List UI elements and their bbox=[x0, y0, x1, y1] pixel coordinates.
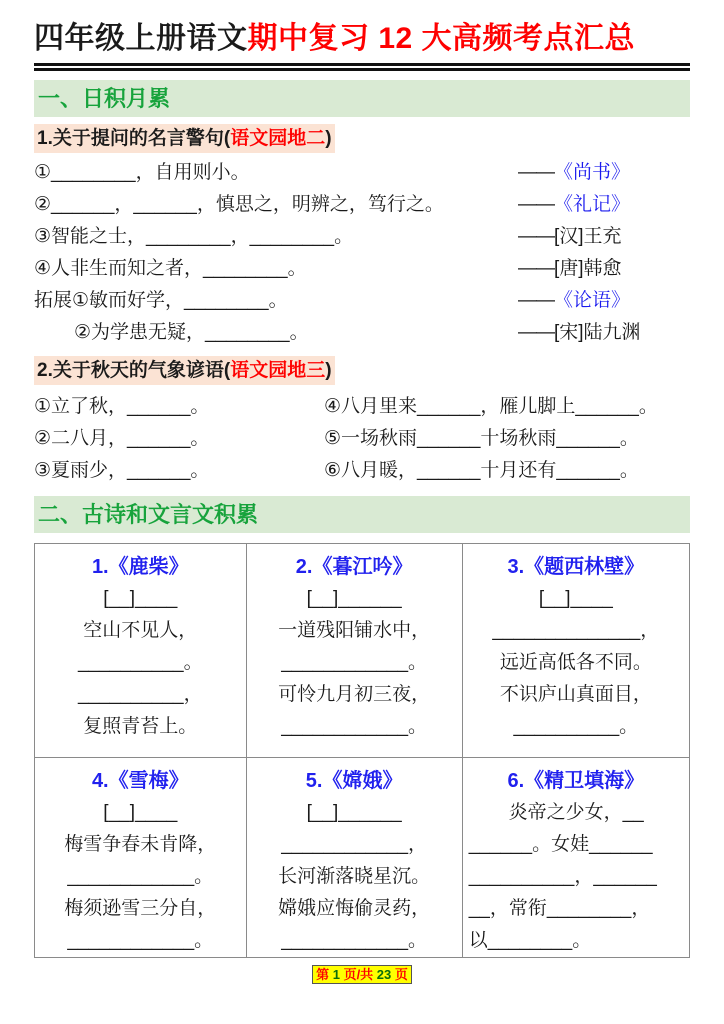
poem-lines bbox=[41, 797, 240, 957]
quote-source bbox=[518, 157, 690, 189]
poem-line: [__]____ bbox=[538, 588, 613, 609]
proverb-item: ⑤一场秋雨______十场秋雨______。 bbox=[324, 428, 639, 449]
quote-text: ①________，自用则小。 bbox=[34, 162, 250, 183]
source-name: 《论语》 bbox=[554, 290, 631, 311]
section-heading-1: 一、日积月累 bbox=[34, 80, 690, 117]
source-dash: —— bbox=[518, 290, 554, 311]
page-label-part: 页 bbox=[391, 967, 408, 982]
poem-title: 2.《暮江吟》 bbox=[295, 556, 413, 578]
page-title-black: 四年级上册语文 bbox=[34, 22, 248, 55]
quote-text: ④人非生而知之者，________。 bbox=[34, 258, 307, 279]
page-title bbox=[34, 18, 690, 60]
subhead2-prefix: 2.关于秋天的气象谚语( bbox=[37, 360, 231, 381]
proverb-item: ①立了秋，______。 bbox=[34, 396, 210, 417]
poem-lines bbox=[253, 797, 456, 957]
source-name: 《礼记》 bbox=[554, 194, 631, 215]
title-divider bbox=[34, 63, 690, 71]
proverb-list bbox=[34, 391, 690, 487]
poem-line: ____________。 bbox=[67, 930, 214, 951]
poem-title: 4.《雪梅》 bbox=[91, 770, 189, 792]
quote-text: ②______，______，慎思之，明辨之，笃行之。 bbox=[34, 194, 444, 215]
quote-source bbox=[518, 253, 690, 285]
subhead1-red: 语文园地二 bbox=[230, 128, 326, 149]
poem-lines bbox=[469, 797, 683, 957]
subsection-heading-2 bbox=[34, 356, 335, 385]
poem-line: 梅须逊雪三分自， bbox=[64, 898, 217, 919]
poem-title: 3.《题西林壁》 bbox=[507, 556, 645, 578]
subsection-heading-1 bbox=[34, 124, 335, 153]
poem-cell-mu-jiang-yin bbox=[246, 544, 462, 758]
quote-row bbox=[34, 157, 690, 189]
source-name: [唐]韩愈 bbox=[554, 258, 622, 279]
poem-line: [__]______ bbox=[306, 588, 402, 609]
proverb-item: ②二八月，______。 bbox=[34, 428, 210, 449]
proverb-item: ④八月里来______，雁儿脚上______。 bbox=[324, 396, 658, 417]
poem-line: 空山不见人， bbox=[83, 620, 198, 641]
poem-cell-jing-wei-tian-hai bbox=[462, 758, 689, 958]
poem-line: __，常衔________， bbox=[468, 898, 651, 919]
quote-source bbox=[518, 285, 690, 317]
total-page-number: 23 bbox=[376, 967, 392, 982]
subhead2-red: 语文园地三 bbox=[230, 360, 326, 381]
source-dash: —— bbox=[518, 322, 554, 343]
poem-table bbox=[34, 543, 690, 958]
poem-lines bbox=[41, 583, 240, 743]
poem-title: 1.《鹿柴》 bbox=[91, 556, 189, 578]
subhead1-prefix: 1.关于提问的名言警句( bbox=[37, 128, 231, 149]
quote-source bbox=[518, 221, 690, 253]
poem-line: 不识庐山真面目， bbox=[499, 684, 652, 705]
poem-table-row bbox=[35, 758, 690, 958]
source-name: [汉]王充 bbox=[554, 226, 622, 247]
current-page-number: 1 bbox=[332, 967, 340, 982]
poem-line: 远近高低各不同。 bbox=[499, 652, 652, 673]
quote-text: ②为学患无疑，________。 bbox=[74, 322, 309, 343]
source-dash: —— bbox=[518, 258, 554, 279]
quote-text: ③智能之士，________，________。 bbox=[34, 226, 354, 247]
poem-line: ______________， bbox=[492, 620, 660, 641]
page-label-part: 页/共 bbox=[339, 967, 377, 982]
poem-cell-xue-mei bbox=[35, 758, 247, 958]
source-dash: —— bbox=[518, 194, 554, 215]
poem-line: __________， bbox=[77, 684, 203, 705]
poem-table-row bbox=[35, 544, 690, 758]
poem-line: __________。 bbox=[513, 716, 639, 737]
poem-line: ____________， bbox=[281, 834, 428, 855]
subhead1-suffix: ) bbox=[325, 128, 332, 149]
poem-title: 5.《嫦娥》 bbox=[305, 770, 403, 792]
poem-line: ____________。 bbox=[281, 716, 428, 737]
proverb-item: ⑥八月暖，______十月还有______。 bbox=[324, 460, 639, 481]
poem-lines bbox=[253, 583, 456, 743]
poem-cell-lu-chai bbox=[35, 544, 247, 758]
proverb-item: ③夏雨少，______。 bbox=[34, 460, 210, 481]
quote-row bbox=[34, 317, 690, 349]
poem-line: ____________。 bbox=[281, 652, 428, 673]
poem-line: 可怜九月初三夜， bbox=[278, 684, 431, 705]
poem-line: ____________。 bbox=[281, 930, 428, 951]
poem-line: [__]______ bbox=[306, 802, 402, 823]
poem-line: 炎帝之少女，__ bbox=[508, 802, 644, 823]
poem-lines bbox=[469, 583, 683, 743]
poem-line: 嫦娥应悔偷灵药， bbox=[278, 898, 431, 919]
poem-line: 长河渐落晓星沉。 bbox=[278, 866, 431, 887]
quote-row bbox=[34, 285, 690, 317]
source-name: [宋]陆九渊 bbox=[554, 322, 641, 343]
poem-title: 6.《精卫填海》 bbox=[507, 770, 645, 792]
page-number-badge bbox=[312, 965, 412, 984]
quote-row bbox=[34, 253, 690, 285]
source-dash: —— bbox=[518, 162, 554, 183]
poem-line: 复照青苔上。 bbox=[83, 716, 198, 737]
quote-source bbox=[518, 317, 690, 349]
poem-cell-ti-xi-lin-bi bbox=[462, 544, 689, 758]
footer bbox=[34, 965, 690, 984]
quote-row bbox=[34, 221, 690, 253]
quote-text: 拓展①敏而好学，________。 bbox=[34, 290, 288, 311]
section-heading-2: 二、古诗和文言文积累 bbox=[34, 496, 690, 533]
page-title-red: 期中复习 12 大高频考点汇总 bbox=[247, 22, 636, 55]
poem-line: ____________。 bbox=[67, 866, 214, 887]
poem-line: 以________。 bbox=[468, 930, 592, 951]
quote-row bbox=[34, 189, 690, 221]
poem-line: 一道残阳铺水中， bbox=[278, 620, 431, 641]
page-label-part: 第 bbox=[316, 967, 333, 982]
subhead2-suffix: ) bbox=[325, 360, 332, 381]
poem-line: [__]____ bbox=[103, 802, 178, 823]
poem-line: 梅雪争春未肯降， bbox=[64, 834, 217, 855]
source-dash: —— bbox=[518, 226, 554, 247]
poem-line: __________。 bbox=[77, 652, 203, 673]
quote-list bbox=[34, 157, 690, 349]
source-name: 《尚书》 bbox=[554, 162, 631, 183]
poem-cell-chang-e bbox=[246, 758, 462, 958]
poem-line: ______。女娃______ bbox=[468, 834, 653, 855]
poem-line: [__]____ bbox=[103, 588, 178, 609]
quote-source bbox=[518, 189, 690, 221]
poem-line: __________，______ bbox=[468, 866, 657, 887]
